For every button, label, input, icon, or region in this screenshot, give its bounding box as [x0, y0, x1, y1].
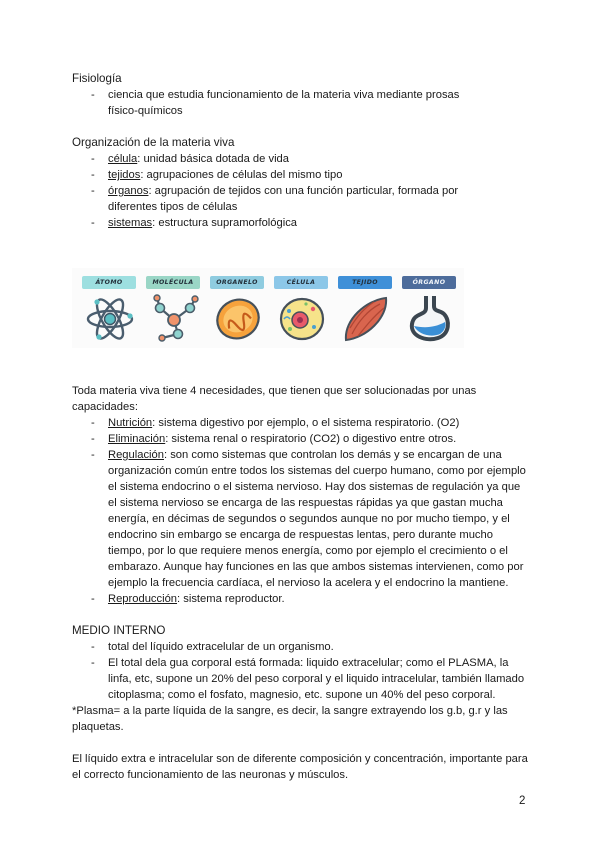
label-celula: CÉLULA: [274, 276, 328, 289]
definition-text: : estructura supramorfológica: [152, 217, 298, 229]
regulacion-line: el sistema nervioso se encarga de las respuestas rápidas ya que gastan mucha: [108, 497, 503, 509]
bullet-dash: -: [91, 169, 95, 181]
regulacion-line: ejemplo la frecuencia cardíaca, el nervioso la acelera y el endocrino la mantiene.: [108, 577, 509, 589]
term-regulacion: Regulación: [108, 449, 164, 461]
label-atomo: ÁTOMO: [82, 276, 136, 289]
tissue-icon: [340, 294, 392, 344]
definition-text: : agrupaciones de células del mismo tipo: [140, 169, 343, 181]
fisiologia-definition-line-1: ciencia que estudia funcionamiento de la materia viva mediante prosas: [108, 89, 460, 101]
page-number: 2: [519, 795, 526, 807]
bullet-dash: -: [91, 449, 95, 461]
regulacion-line: el sistema endocrino o el sistema nervioso. Hay dos sistemas de regulación ya que: [108, 481, 521, 493]
label-molecula: MOLÉCULA: [146, 276, 200, 289]
term-eliminacion: Eliminación: [108, 433, 166, 445]
list-item-eliminacion: [108, 431, 456, 447]
label-organo: ÓRGANO: [402, 276, 456, 289]
definition-text: : unidad básica dotada de vida: [137, 153, 290, 165]
list-item-sistemas: [108, 215, 297, 231]
definition-text: : agrupación de tejidos con una función particular, formada por: [148, 185, 459, 197]
list-item-tejidos: [108, 167, 342, 183]
list-item-regulacion: [108, 447, 502, 463]
plasma-note-line-2: plaquetas.: [72, 721, 124, 733]
list-item-nutricion: [108, 415, 459, 431]
medio-item-2-line-3: citoplasma; como el fosfato, magnesio, etc. supone un 40% del peso corporal.: [108, 689, 496, 701]
necesidades-intro-line-1: Toda materia viva tiene 4 necesidades, que tienen que ser solucionadas por unas: [72, 385, 477, 397]
bullet-dash: -: [91, 417, 95, 429]
regulacion-line: tiempo, por lo que requiere menos energía, como por ejemplo el crecimiento o el: [108, 545, 508, 557]
definition-text: : sistema digestivo por ejemplo, o el sistema respiratorio. (O2): [152, 417, 460, 429]
bullet-dash: -: [91, 657, 95, 669]
medio-item-2-line-2: linfa, etc, supone un 20% del peso corporal y el liquido intracelular, también llamado: [108, 673, 525, 685]
levels-of-organization-figure: [72, 268, 464, 348]
term-sistemas: sistemas: [108, 217, 153, 229]
bullet-dash: -: [91, 89, 95, 101]
bullet-dash: -: [91, 217, 95, 229]
organelle-icon: [212, 294, 264, 344]
organ-icon: [404, 294, 456, 344]
final-paragraph-line-2: el correcto funcionamiento de las neuronas y músculos.: [72, 769, 349, 781]
section-title-fisiologia: Fisiología: [72, 72, 122, 85]
final-paragraph-line-1: El líquido extra e intracelular son de diferente composición y concentración, importante para: [72, 753, 528, 765]
regulacion-line: endocrino sin embargo se encarga de respuestas lentas, pero durante mucho: [108, 529, 493, 541]
term-nutricion: Nutrición: [108, 417, 153, 429]
regulacion-line: embarazo. Aunque hay funciones en las que ambos sistemas intervienen, como por: [108, 561, 524, 573]
term-tejidos: tejidos: [108, 169, 141, 181]
fisiologia-definition-line-2: físico-químicos: [108, 105, 183, 117]
atom-icon: [84, 294, 136, 344]
molecule-icon: [148, 294, 200, 344]
bullet-dash: -: [91, 593, 95, 605]
cell-icon: [276, 294, 328, 344]
definition-text: : son como sistemas que controlan los demás y se encargan de una: [163, 449, 502, 461]
section-title-medio-interno: MEDIO INTERNO: [72, 624, 166, 637]
bullet-dash: -: [91, 433, 95, 445]
label-organelo: ORGANELO: [210, 276, 264, 289]
regulacion-line: energía, en décimas de segundos o segundos aunque no por mucho tiempo, y el: [108, 513, 510, 525]
definition-text: : sistema renal o respiratorio (CO2) o digestivo entre otros.: [165, 433, 457, 445]
list-item-reproduccion: [108, 591, 285, 607]
term-celula: célula: [108, 153, 138, 165]
medio-item-2-line-1: El total dela gua corporal está formada: liquido extracelular; como el PLASMA, la: [108, 657, 509, 669]
bullet-dash: -: [91, 153, 95, 165]
definition-text: : sistema reproductor.: [177, 593, 285, 605]
bullet-dash: -: [91, 185, 95, 197]
regulacion-line: organización común entre todos los sistemas del cuerpo humano, como por ejemplo: [108, 465, 526, 477]
necesidades-intro-line-2: capacidades:: [72, 401, 138, 413]
list-item-organos: [108, 183, 458, 199]
section-title-organizacion: Organización de la materia viva: [72, 136, 235, 149]
term-reproduccion: Reproducción: [108, 593, 178, 605]
list-item-organos-line-2: diferentes tipos de células: [108, 201, 238, 213]
label-tejido: TEJIDO: [338, 276, 392, 289]
bullet-dash: -: [91, 641, 95, 653]
plasma-note-line-1: *Plasma= a la parte líquida de la sangre, es decir, la sangre extrayendo los g.b, g.r y las: [72, 705, 508, 717]
medio-item-1: total del líquido extracelular de un organismo.: [108, 641, 334, 653]
term-organos: órganos: [108, 185, 149, 197]
list-item-celula: [108, 151, 289, 167]
